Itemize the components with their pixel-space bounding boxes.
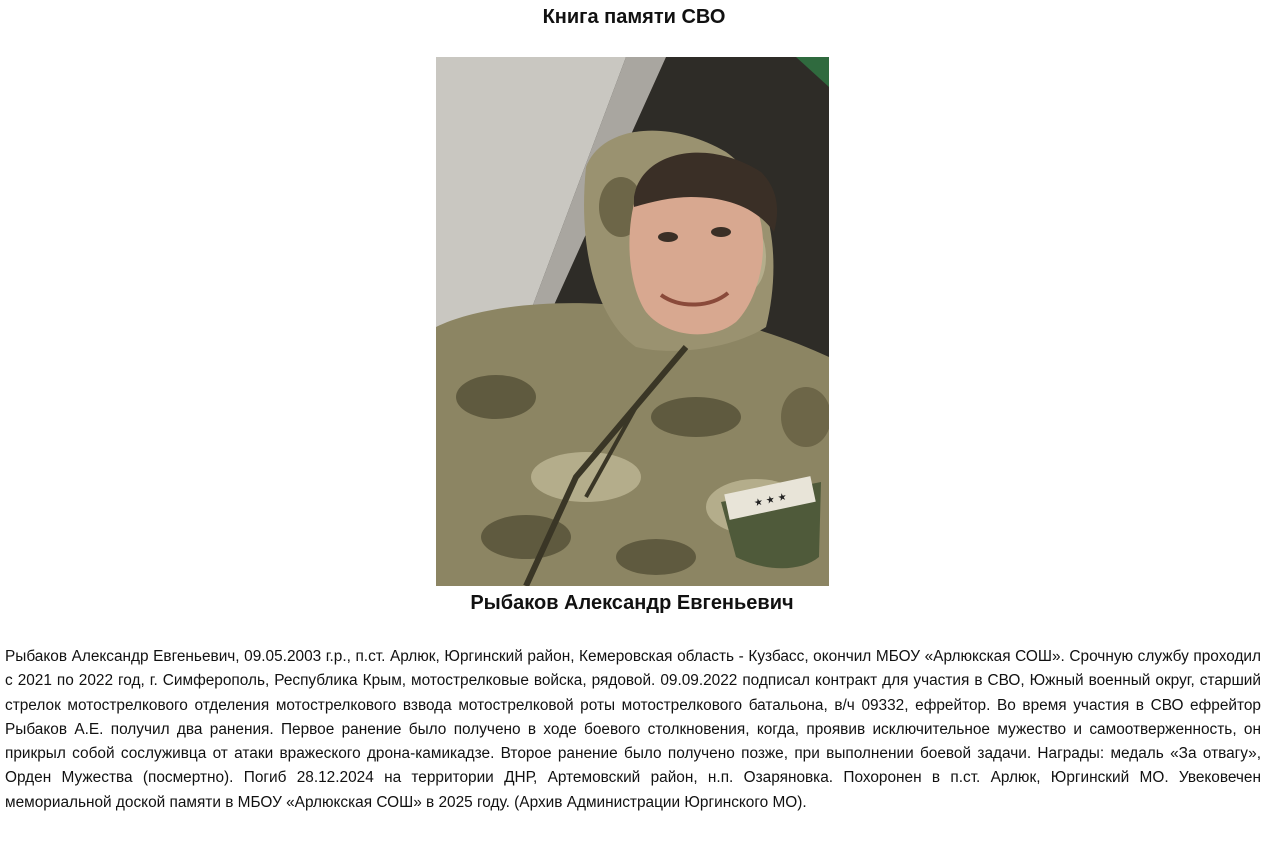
portrait-photo	[436, 57, 829, 586]
page-title: Книга памяти СВО	[542, 6, 726, 28]
portrait-drawing	[436, 57, 829, 586]
person-name: Рыбаков Александр Евгеньевич	[470, 592, 794, 614]
svg-text:★ ★ ★: ★ ★ ★	[753, 491, 788, 510]
biography-text: Рыбаков Александр Евгеньевич, 09.05.2003 г.р., п.ст. Арлюк, Юргинский район, Кемеровская область - Кузбасс, окончил МБОУ «Арлюкская СОШ». Срочную службу проходил с 2021 по 2022 год, г. Симферополь, Республика Крым, мотострелковые войска, рядовой. 09.09.2022 подписал контракт для участия в СВО, Южный военный округ, старший стрелок мотострелкового отделения мотострелкового взвода мотострелковой роты мотострелкового батальона, в/ч 09332, ефрейтор. Во время участия в СВО ефрейтор Рыбаков А.Е. получил два ранения. Первое ранение было получено в ходе боевого столкновения, когда, проявив исключительное мужество и самоотверженность, он прикрыл собой сослуживца от атаки вражеского дрона-камикадзе. Второе ранение было получено позже, при выполнении боевой задачи. Награды: медаль «За отвагу», Орден Мужества (посмертно). Погиб 28.12.2024 на территории ДНР, Артемовский район, н.п. Озаряновка. Похоронен в п.ст. Арлюк, Юргинский МО. Увековечен мемориальной доской памяти в МБОУ «Арлюкская СОШ» в 2025 году. (Архив Администрации Юргинского МО).	[5, 648, 1261, 811]
